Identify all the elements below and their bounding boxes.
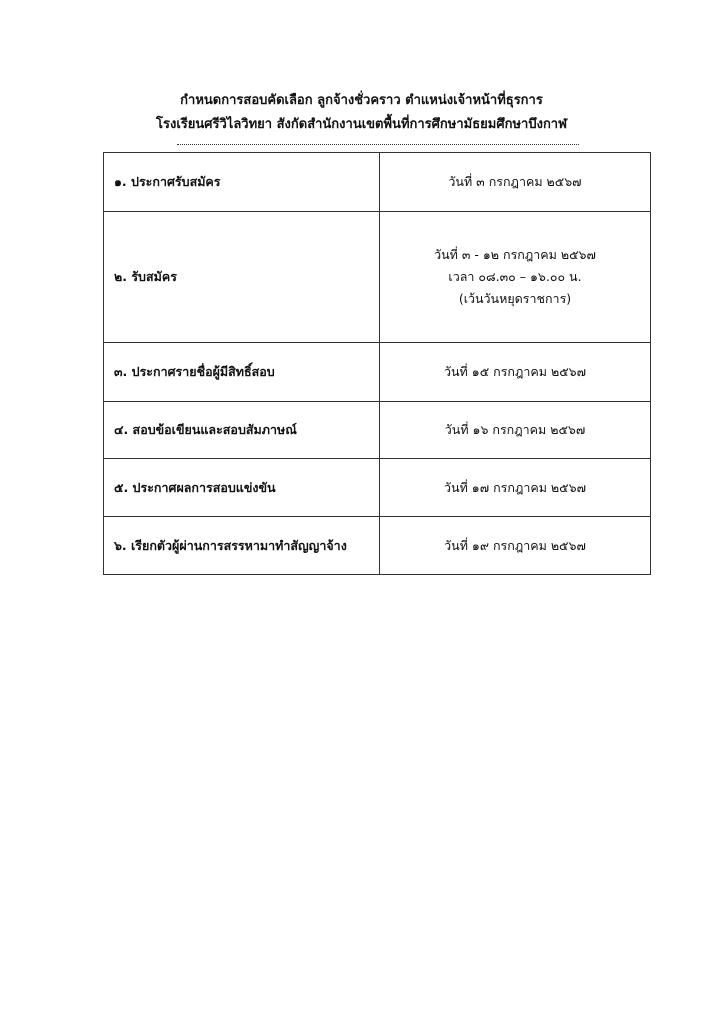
- step-label: ๑. ประกาศรับสมัคร: [104, 153, 380, 212]
- step-label: ๒. รับสมัคร: [104, 212, 380, 343]
- schedule-row: [104, 153, 651, 212]
- step-label: ๕. ประกาศผลการสอบแข่งขัน: [104, 459, 380, 517]
- schedule-row: [104, 459, 651, 517]
- date-line: วันที่ ๑๖ กรกฎาคม ๒๕๖๗: [444, 422, 586, 437]
- date-line: วันที่ ๑๕ กรกฎาคม ๒๕๖๗: [443, 364, 587, 379]
- step-date: [380, 459, 651, 517]
- step-label: ๖. เรียกตัวผู้ผ่านการสรรหามาทำสัญญาจ้าง: [104, 517, 380, 575]
- step-date: [380, 343, 651, 402]
- dotted-divider: [177, 144, 579, 145]
- document-title-line-2: โรงเรียนศรีวิไลวิทยา สังกัดสำนักงานเขตพื้นที่การศึกษามัธยมศึกษาบึงกาฬ: [156, 117, 567, 132]
- schedule-row: [104, 517, 651, 575]
- step-date: [380, 153, 651, 212]
- date-line: วันที่ ๑๗ กรกฎาคม ๒๕๖๗: [444, 479, 586, 495]
- schedule-row: [104, 212, 651, 343]
- schedule-row: [104, 343, 651, 402]
- schedule-table: [103, 152, 651, 575]
- date-line: วันที่ ๑๙ กรกฎาคม ๒๕๖๗: [444, 537, 586, 553]
- step-label: ๔. สอบข้อเขียนและสอบสัมภาษณ์: [104, 402, 380, 459]
- date-line: วันที่ ๓ กรกฎาคม ๒๕๖๗: [448, 174, 582, 189]
- time-line: เวลา ๐๘.๓๐ – ๑๖.๐๐ น.: [448, 269, 582, 284]
- step-label: ๓. ประกาศรายชื่อผู้มีสิทธิ์สอบ: [104, 343, 380, 402]
- step-date: [380, 402, 651, 459]
- step-date: [380, 212, 651, 343]
- step-date: [380, 517, 651, 575]
- note-line: (เว้นวันหยุดราชการ): [458, 291, 572, 306]
- date-line: วันที่ ๓ - ๑๒ กรกฎาคม ๒๕๖๗: [434, 247, 596, 262]
- document-title-line-1: กำหนดการสอบคัดเลือก ลูกจ้างชั่วคราว ตำแหน่งเจ้าหน้าที่ธุรการ: [180, 93, 543, 108]
- schedule-row: [104, 402, 651, 459]
